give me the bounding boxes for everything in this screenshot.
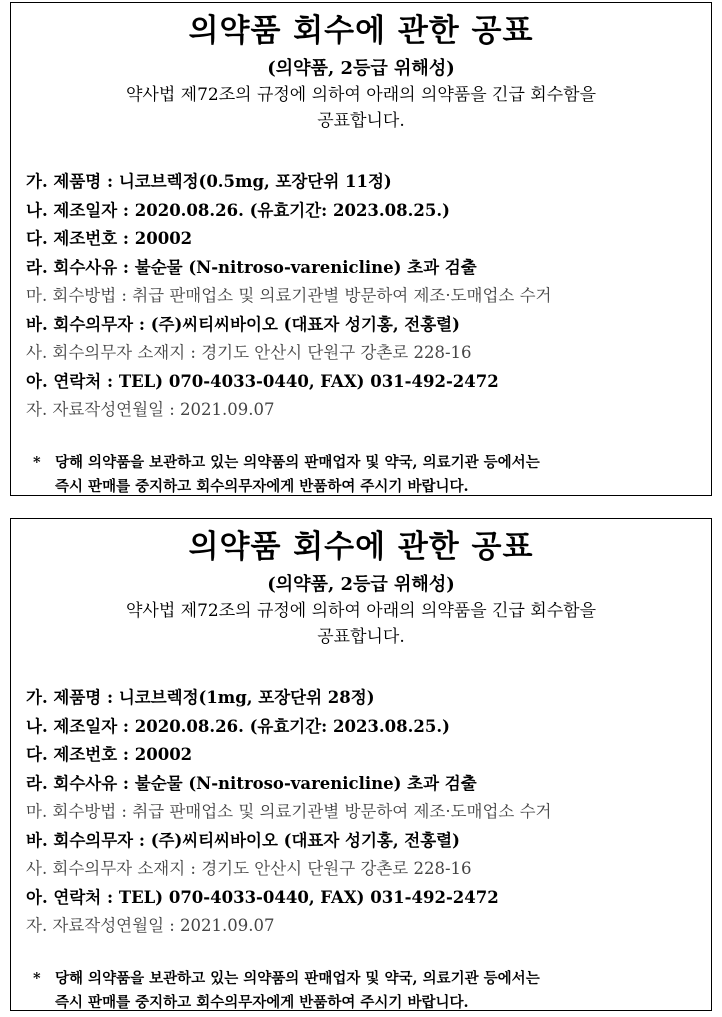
notice-footnote	[33, 967, 708, 1015]
item-contact: 아. 연락처 : TEL) 070-4033-0440, FAX) 031-492-2472	[26, 371, 499, 391]
item-responsible-party: 바. 회수의무자 : (주)씨티씨바이오 (대표자 성기홍, 전홍렬)	[26, 830, 460, 850]
notice-title: 의약품 회수에 관한 공표	[188, 13, 534, 49]
recall-notice-1	[10, 2, 712, 496]
recall-notice-2	[10, 518, 712, 1011]
notice-subtitle: (의약품, 2등급 위해성)	[267, 574, 455, 595]
footnote-line: 당해 의약품을 보관하고 있는 의약품의 판매업자 및 약국, 의료기관 등에서는	[55, 970, 540, 987]
item-lot-number: 다. 제조번호 : 20002	[26, 229, 193, 248]
intro-line: 약사법 제72조의 규정에 의하여 아래의 의약품을 긴급 회수함을	[125, 601, 596, 621]
intro-line: 약사법 제72조의 규정에 의하여 아래의 의약품을 긴급 회수함을	[125, 85, 596, 105]
item-document-date: 자. 자료작성연월일 : 2021.09.07	[26, 400, 275, 419]
footnote-line: 즉시 판매를 중지하고 회수의무자에게 반품하여 주시기 바랍니다.	[55, 478, 469, 495]
notice-intro	[11, 598, 711, 650]
item-product-name: 가. 제품명 : 니코브렉정(0.5mg, 포장단위 11정)	[26, 172, 392, 191]
notice-intro	[11, 82, 711, 134]
item-document-date: 자. 자료작성연월일 : 2021.09.07	[26, 916, 275, 935]
item-recall-method: 마. 회수방법 : 취급 판매업소 및 의료기관별 방문하여 제조·도매업소 수거	[26, 802, 552, 821]
item-product-name: 가. 제품명 : 니코브렉정(1mg, 포장단위 28정)	[26, 688, 375, 707]
footnote-line: 당해 의약품을 보관하고 있는 의약품의 판매업자 및 약국, 의료기관 등에서는	[55, 454, 540, 471]
item-recall-reason: 라. 회수사유 : 불순물 (N-nitroso-varenicline) 초과 검출	[26, 773, 477, 793]
notice-item-list	[26, 684, 706, 941]
notice-title: 의약품 회수에 관한 공표	[188, 529, 534, 565]
item-contact: 아. 연락처 : TEL) 070-4033-0440, FAX) 031-492-2472	[26, 887, 499, 907]
item-recall-method: 마. 회수방법 : 취급 판매업소 및 의료기관별 방문하여 제조·도매업소 수거	[26, 286, 552, 305]
notice-item-list	[26, 168, 706, 425]
item-address: 사. 회수의무자 소재지 : 경기도 안산시 단원구 강촌로 228-16	[26, 343, 472, 362]
item-lot-number: 다. 제조번호 : 20002	[26, 745, 193, 764]
item-recall-reason: 라. 회수사유 : 불순물 (N-nitroso-varenicline) 초과 검출	[26, 257, 477, 277]
asterisk-mark: *	[33, 970, 41, 987]
item-responsible-party: 바. 회수의무자 : (주)씨티씨바이오 (대표자 성기홍, 전홍렬)	[26, 314, 460, 334]
item-address: 사. 회수의무자 소재지 : 경기도 안산시 단원구 강촌로 228-16	[26, 859, 472, 878]
notice-footnote	[33, 451, 708, 499]
intro-line: 공표합니다.	[317, 627, 405, 647]
intro-line: 공표합니다.	[317, 111, 405, 131]
item-manufacture-date: 나. 제조일자 : 2020.08.26. (유효기간: 2023.08.25.)	[26, 716, 450, 736]
footnote-line: 즉시 판매를 중지하고 회수의무자에게 반품하여 주시기 바랍니다.	[55, 994, 469, 1011]
asterisk-mark: *	[33, 454, 41, 471]
item-manufacture-date: 나. 제조일자 : 2020.08.26. (유효기간: 2023.08.25.)	[26, 200, 450, 220]
notice-subtitle: (의약품, 2등급 위해성)	[267, 58, 455, 79]
